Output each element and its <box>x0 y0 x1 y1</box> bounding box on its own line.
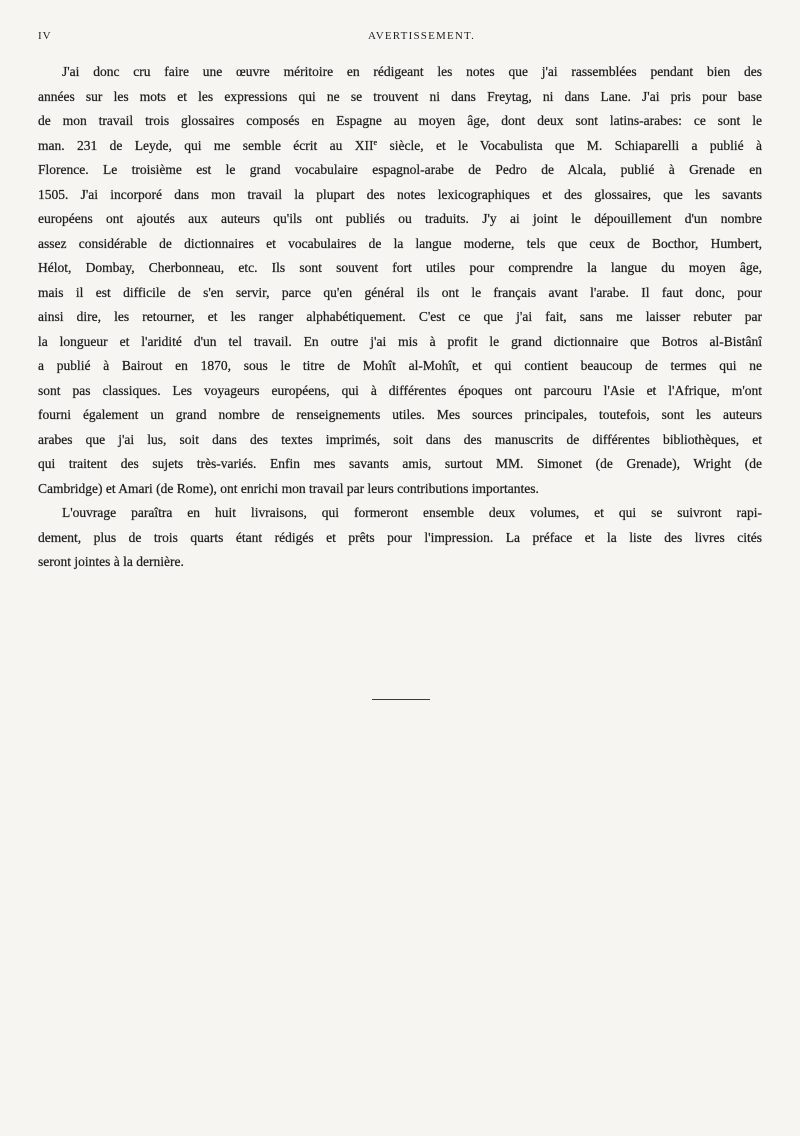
end-rule <box>372 699 430 700</box>
text-line: ainsi dire, les retourner, et les ranger alphabétiquement. C'est ce que j'ai fait, sans me laisser rebuter par <box>38 309 762 324</box>
text-line: qui traitent des sujets très-variés. Enfin mes savants amis, surtout MM. Simonet (de Grenade), Wright (de <box>38 456 762 471</box>
text-line: fourni également un grand nombre de renseignements utiles. Mes sources principales, toutefois, sont les auteurs <box>38 407 762 422</box>
text-line: Hélot, Dombay, Cherbonneau, etc. Ils sont souvent fort utiles pour comprendre la langue du moyen âge, <box>38 260 762 275</box>
paragraph <box>38 501 762 575</box>
text-line: années sur les mots et les expressions qui ne se trouvent ni dans Freytag, ni dans Lane. J'ai pris pour base <box>38 88 762 104</box>
page-number: IV <box>38 30 52 42</box>
text-line: la longueur et l'aridité d'un tel travail. En outre j'ai mis à profit le grand dictionnaire que Botros al-Bistânî <box>38 333 762 349</box>
text-line: européens ont ajoutés aux auteurs qu'ils ont publiés ou traduits. J'y ai joint le dépouillement d'un nombre <box>38 211 762 226</box>
text-line <box>38 134 762 159</box>
running-title: AVERTISSEMENT. <box>368 30 476 42</box>
text-line: Florence. Le troisième est le grand vocabulaire espagnol-arabe de Pedro de Alcala, publié à Grenade en <box>38 162 762 177</box>
text-line: mais il est difficile de s'en servir, parce qu'en général ils ont le français avant l'arabe. Il faut donc, pour <box>38 284 762 300</box>
body-text <box>38 60 762 575</box>
paragraph <box>38 60 762 501</box>
superscript: e <box>373 137 378 147</box>
text-line: sont pas classiques. Les voyageurs européens, qui à différentes époques ont parcouru l'Asie et l'Afrique, m'ont <box>38 382 762 398</box>
text-line: seront jointes à la dernière. <box>38 554 184 569</box>
text-line: assez considérable de dictionnaires et vocabulaires de la langue moderne, tels que ceux de Bocthor, Humbert, <box>38 235 762 251</box>
text-line: Cambridge) et Amari (de Rome), ont enrichi mon travail par leurs contributions importantes. <box>38 480 539 496</box>
text-segment: siècle, et le Vocabulista que M. Schiaparelli a publié à <box>377 137 762 153</box>
text-line: J'ai donc cru faire une œuvre méritoire en rédigeant les notes que j'ai rassemblées pendant bien des <box>62 64 762 79</box>
text-line: 1505. J'ai incorporé dans mon travail la plupart des notes lexicographiques et des glossaires, que les savants <box>38 186 762 202</box>
text-line: a publié à Bairout en 1870, sous le titre de Mohît al-Mohît, et qui contient beaucoup de termes qui ne <box>38 358 762 373</box>
text-line: arabes que j'ai lus, soit dans des textes imprimés, soit dans des manuscrits de différentes bibliothèques, et <box>38 431 762 447</box>
text-segment: man. 231 de Leyde, qui me semble écrit au XII <box>38 137 374 153</box>
text-line: L'ouvrage paraîtra en huit livraisons, qui formeront ensemble deux volumes, et qui se suivront rapi- <box>62 505 762 520</box>
text-line: de mon travail trois glossaires composés en Espagne au moyen âge, dont deux sont latins-arabes: ce sont le <box>38 113 762 128</box>
text-line: dement, plus de trois quarts étant rédigés et prêts pour l'impression. La préface et la liste des livres cités <box>38 529 762 545</box>
